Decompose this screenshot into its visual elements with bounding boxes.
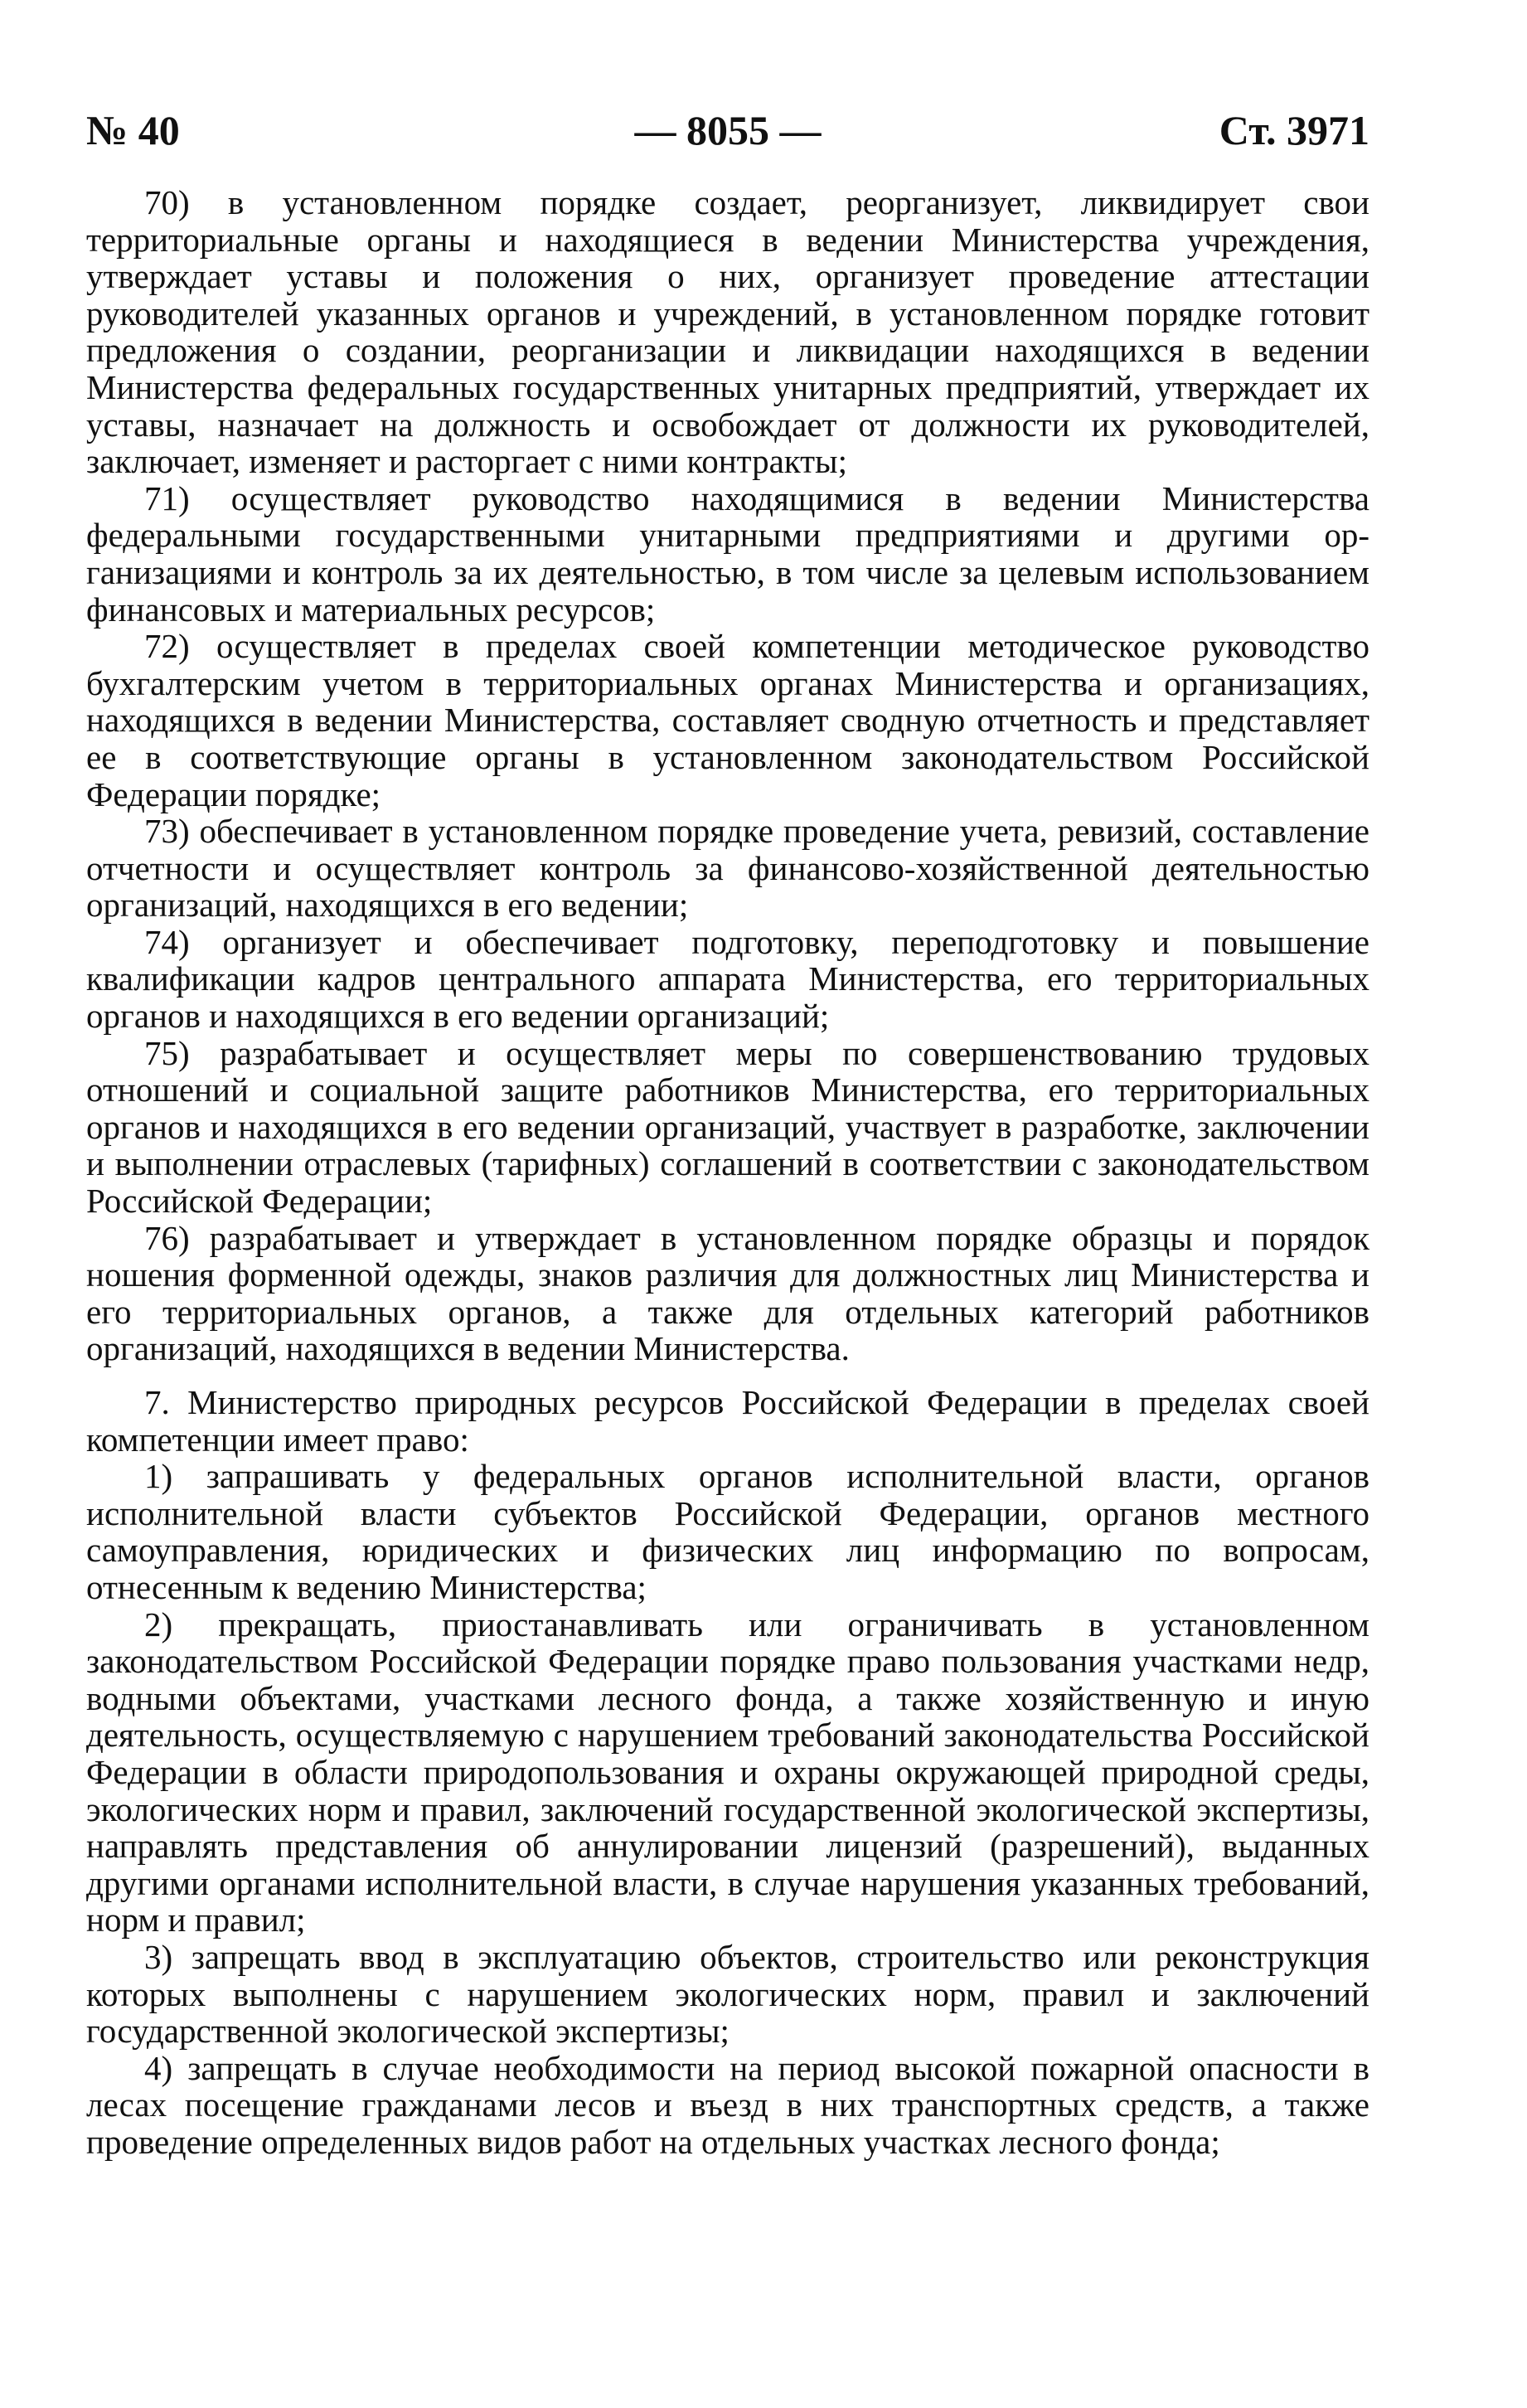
- page-number: — 8055 —: [634, 107, 822, 153]
- article-number: Ст. 3971: [1219, 107, 1369, 153]
- paragraph-right-3: 3) запрещать ввод в эксплуатацию объектов, строительство или реконструкция которых выполнены с нарушением экологических норм, правил и заключений государственной экологической экспертизы;: [86, 1937, 1369, 2051]
- paragraph-item-76: 76) разрабатывает и утверждает в установленном порядке образцы и порядок ношения форменной одежды, знаков различия для должностных лиц Министерства и его территориальных органов, а также для отдельных категорий работников организаций, находящихся в ведении Министерства.: [86, 1218, 1369, 1368]
- document-body: [86, 184, 1369, 2160]
- paragraph-right-2: 2) прекращать, приостанавливать или ограничивать в установленном законодательством Российской Федерации порядке право пользования участками недр, водными объектами, участками лесного фонда, а также хозяйственную и иную деятельность, осуществляемую с нарушением требований законодательства Российской Федерации в области природопользования и охраны окружающей природной среды, экологических норм и правил, заключений государственной экологической экспертизы, направлять представления об аннулировании лицензий (разрешений), выданных другими органами исполнительной власти, в случае нарушения указанных требований, норм и правил;: [86, 1605, 1369, 1940]
- paragraph-item-71: 71) осуществляет руководство находящимися в ведении Министерства федеральными государственными унитарными предприятиями и другими организациями и контроль за их деятельностью, в том числе за целевым использованием финансовых и материальных ресурсов;: [86, 478, 1369, 629]
- paragraph-item-73: 73) обеспечивает в установленном порядке проведение учета, ревизий, составление отчетности и осуществляет контроль за финансово-хозяйственной деятельностью организаций, находящихся в его ведении;: [86, 812, 1369, 925]
- paragraph-item-75: 75) разрабатывает и осуществляет меры по совершенствованию трудовых отношений и социальной защите работников Министерства, его территориальных органов и находящихся в его ведении организаций, участвует в разработке, заключении и выполнении отраслевых (тарифных) соглашений в соответствии с законодательством Российской Федерации;: [86, 1033, 1369, 1221]
- paragraph-item-74: 74) организует и обеспечивает подготовку, переподготовку и повышение квалификации кадров центрального аппарата Министерства, его территориальных органов и находящихся в его ведении организаций;: [86, 922, 1369, 1036]
- paragraph-item-72: 72) осуществляет в пределах своей компетенции методическое руководство бухгалтерским учетом в территориальных органах Министерства и организациях, находящихся в ведении Министерства, составляет сводную отчетность и представляет ее в соответствующие органы в установленном законодательством Российской Федерации порядке;: [86, 627, 1369, 813]
- issue-number: № 40: [86, 107, 180, 153]
- section-7-intro: 7. Министерство природных ресурсов Российской Федерации в пределах своей компетенции имеет право:: [86, 1383, 1369, 1459]
- page-header: [86, 106, 1369, 172]
- paragraph-right-1: 1) запрашивать у федеральных органов исполнительной власти, органов исполнительной власти субъектов Российской Федерации, органов местного самоуправления, юридических и физических лиц информацию по вопросам, отнесенным к ведению Министерства;: [86, 1457, 1369, 1606]
- paragraph-right-4: 4) запрещать в случае необходимости на период высокой пожарной опасности в лесах посещение гражданами лесов и въезд в них транспортных средств, а также проведение определенных видов работ на отдельных участках лесного фонда;: [86, 2048, 1369, 2161]
- paragraph-item-70: 70) в установленном порядке создает, реорганизует, ликвидирует свои территориальные органы и находящиеся в ведении Министерства учреждения, утверждает уставы и положения о них, организует проведение аттестации руководителей указанных органов и учреждений, в установленном порядке готовит предложения о создании, реорганизации и ликвидации находящихся в ведении Министерства федеральных государственных унитарных предприятий, утверждает их уставы, назначает на должность и освобождает от должности их руководителей, заключает, изменяет и расторгает с ними контракты;: [86, 183, 1369, 481]
